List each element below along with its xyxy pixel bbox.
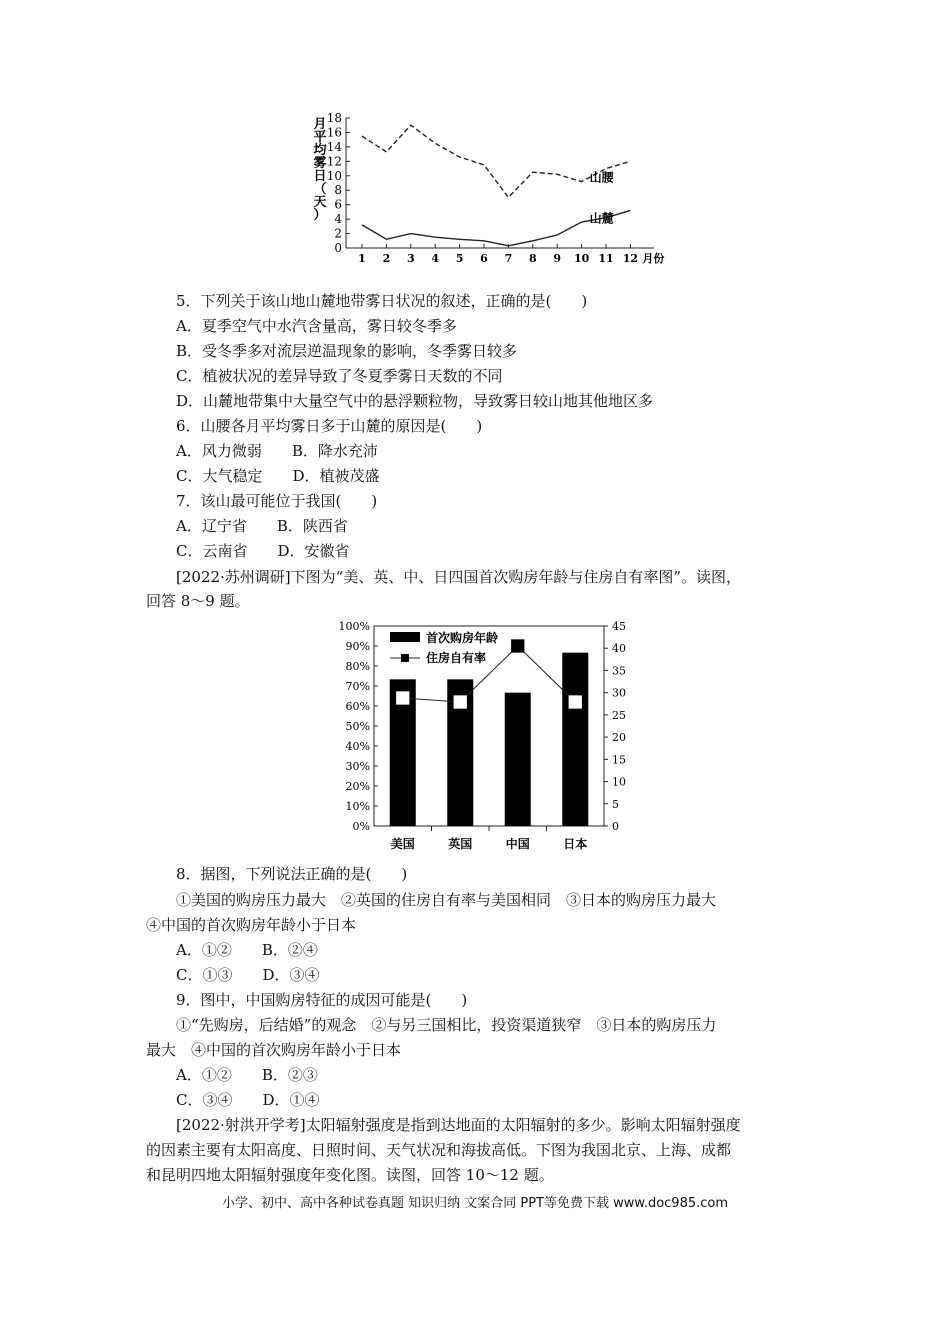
fog-x-tick-label: 5 — [455, 252, 464, 265]
fog-y-tick-label: 10 — [326, 168, 342, 183]
right-tick-label: 0 — [612, 820, 619, 833]
q6-options-ab: A．风力微弱 B．降水充沛 — [176, 442, 378, 460]
ownership-marker — [512, 640, 524, 652]
right-tick-label: 10 — [612, 775, 626, 789]
q7-options-cd: C．云南省 D．安徽省 — [176, 542, 350, 560]
question-8: 8．据图，下列说法正确的是( ) — [176, 865, 408, 883]
left-tick-label: 100% — [338, 620, 370, 633]
fog-x-tick-label: 12 — [622, 252, 639, 265]
q8-options-cd: C．①③ D．③④ — [176, 966, 320, 984]
intro-10-12-line3: 和昆明四地太阳辐射强度年变化图。读图，回答 10～12 题。 — [146, 1166, 554, 1184]
fog-y-label-char: 月 — [313, 117, 327, 132]
fog-x-tick-label: 7 — [504, 252, 513, 265]
legend-line-label: 住房自有率 — [426, 651, 487, 665]
ownership-marker — [569, 696, 581, 708]
fog-y-label-char: ） — [313, 208, 327, 223]
fog-series-label: 山麓 — [589, 211, 614, 226]
q9-statements-1: ①“先购房，后结婚”的观念 ②与另三国相比，投资渠道狭窄 ③日本的购房压力 — [176, 1016, 717, 1034]
category-label: 中国 — [505, 837, 530, 851]
intro-10-12-line1: [2022·射洪开学考]太阳辐射强度是指到达地面的太阳辐射的多少。影响太阳辐射强度 — [176, 1116, 741, 1134]
intro-10-12-line2: 的因素主要有太阳高度、日照时间、天气状况和海拔高低。下图为我国北京、上海、成都 — [146, 1141, 732, 1159]
question-6: 6．山腰各月平均雾日多于山麓的原因是( ) — [176, 417, 483, 435]
left-tick-label: 90% — [345, 640, 370, 653]
fog-y-tick-label: 6 — [334, 197, 342, 212]
fog-y-label-char: 日 — [313, 169, 327, 184]
fog-x-tick-label: 10 — [573, 252, 590, 265]
page-footer: 小学、初中、高中各种试卷真题 知识归纳 文案合同 PPT等免费下载 www.doc985.com — [221, 1196, 729, 1211]
fog-x-unit: 月份 — [642, 252, 665, 265]
bar-first-purchase-age — [505, 693, 531, 826]
housing-legend — [390, 630, 498, 665]
ownership-marker — [454, 696, 466, 708]
housing-bars — [390, 653, 589, 826]
left-tick-label: 70% — [345, 680, 370, 693]
fog-y-tick-label: 0 — [334, 241, 342, 255]
q9-options-ab: A．①② B．②③ — [176, 1066, 318, 1084]
intro-8-9-line1: [2022·苏州调研]下图为“美、英、中、日四国首次购房年龄与住房自有率图”。读图， — [176, 568, 741, 586]
fog-axes — [327, 111, 665, 265]
fog-y-label-char: 平 — [313, 130, 327, 145]
left-tick-label: 50% — [345, 720, 370, 733]
q9-statements-2: 最大 ④中国的首次购房年龄小于日本 — [146, 1041, 402, 1059]
fog-y-label-char: （ — [313, 182, 327, 197]
legend-bar-swatch — [390, 632, 420, 642]
intro-8-9-line2: 回答 8～9 题。 — [146, 592, 250, 610]
fog-y-tick-label: 12 — [326, 154, 342, 169]
right-tick-label: 45 — [612, 620, 626, 633]
q8-statements-1: ①美国的购房压力最大 ②英国的住房自有率与美国相同 ③日本的购房压力最大 — [176, 891, 717, 909]
q8-options-ab: A．①② B．②④ — [176, 941, 318, 959]
left-tick-label: 80% — [345, 660, 370, 673]
housing-chart — [330, 616, 650, 856]
fog-x-tick-label: 11 — [598, 252, 614, 265]
left-tick-label: 0% — [352, 820, 370, 833]
fog-x-tick-label: 4 — [431, 252, 440, 265]
fog-series-label: 山腰 — [589, 170, 614, 185]
fog-y-tick-label: 16 — [326, 125, 342, 140]
right-tick-label: 20 — [612, 731, 626, 745]
bar-first-purchase-age — [562, 653, 588, 826]
left-tick-label: 30% — [345, 760, 370, 773]
q6-options-cd: C．大气稳定 D．植被茂盛 — [176, 467, 380, 485]
fog-days-chart — [300, 108, 690, 268]
category-label: 日本 — [563, 837, 588, 851]
left-tick-label: 10% — [345, 800, 370, 813]
legend-line-marker — [401, 654, 409, 662]
right-tick-label: 30 — [612, 686, 626, 700]
fog-x-tick-label: 3 — [406, 252, 415, 265]
fog-y-tick-label: 4 — [334, 212, 342, 227]
q5-option-d: D．山麓地带集中大量空气中的悬浮颗粒物，导致雾日较山地其他地区多 — [176, 392, 654, 410]
fog-y-axis-label — [313, 117, 327, 223]
category-label: 美国 — [390, 837, 415, 851]
ownership-marker — [397, 692, 409, 704]
legend-bar-label: 首次购房年龄 — [426, 631, 499, 645]
fog-x-tick-label: 9 — [553, 252, 562, 265]
fog-x-tick-label: 6 — [480, 252, 488, 265]
right-tick-label: 35 — [612, 664, 626, 678]
q8-statements-2: ④中国的首次购房年龄小于日本 — [146, 916, 357, 934]
question-5: 5．下列关于该山地山麓地带雾日状况的叙述，正确的是( ) — [176, 292, 588, 310]
fog-x-tick-label: 1 — [358, 252, 366, 265]
left-tick-label: 20% — [345, 780, 370, 793]
right-tick-label: 25 — [612, 708, 626, 722]
q5-option-a: A．夏季空气中水汽含量高，雾日较冬季多 — [176, 317, 457, 335]
left-tick-label: 60% — [345, 700, 370, 713]
q9-options-cd: C．③④ D．①④ — [176, 1091, 320, 1109]
fog-series-group — [362, 125, 630, 246]
housing-ownership-line — [397, 640, 582, 708]
right-tick-label: 15 — [612, 753, 626, 767]
category-label: 英国 — [448, 837, 473, 851]
fog-y-tick-label: 2 — [334, 226, 342, 241]
right-tick-label: 5 — [612, 797, 619, 811]
fog-y-label-char: 均 — [313, 143, 327, 158]
fog-x-tick-label: 2 — [382, 252, 391, 265]
fog-y-tick-label: 8 — [334, 183, 342, 198]
fog-series-shanyao — [362, 125, 630, 197]
q5-option-b: B．受冬季多对流层逆温现象的影响，冬季雾日较多 — [176, 342, 518, 360]
fog-y-tick-label: 14 — [326, 139, 342, 154]
right-tick-label: 40 — [612, 642, 626, 656]
fog-x-tick-label: 8 — [528, 252, 537, 265]
question-7: 7．该山最可能位于我国( ) — [176, 492, 378, 510]
q7-options-ab: A．辽宁省 B．陕西省 — [176, 517, 348, 535]
question-9: 9．图中，中国购房特征的成因可能是( ) — [176, 991, 468, 1009]
left-tick-label: 40% — [345, 740, 370, 753]
fog-y-label-char: 雾 — [313, 156, 327, 171]
fog-y-label-char: 天 — [313, 195, 327, 210]
q5-option-c: C．植被状况的差异导致了冬夏季雾日天数的不同 — [176, 367, 503, 385]
fog-y-tick-label: 18 — [326, 111, 342, 125]
